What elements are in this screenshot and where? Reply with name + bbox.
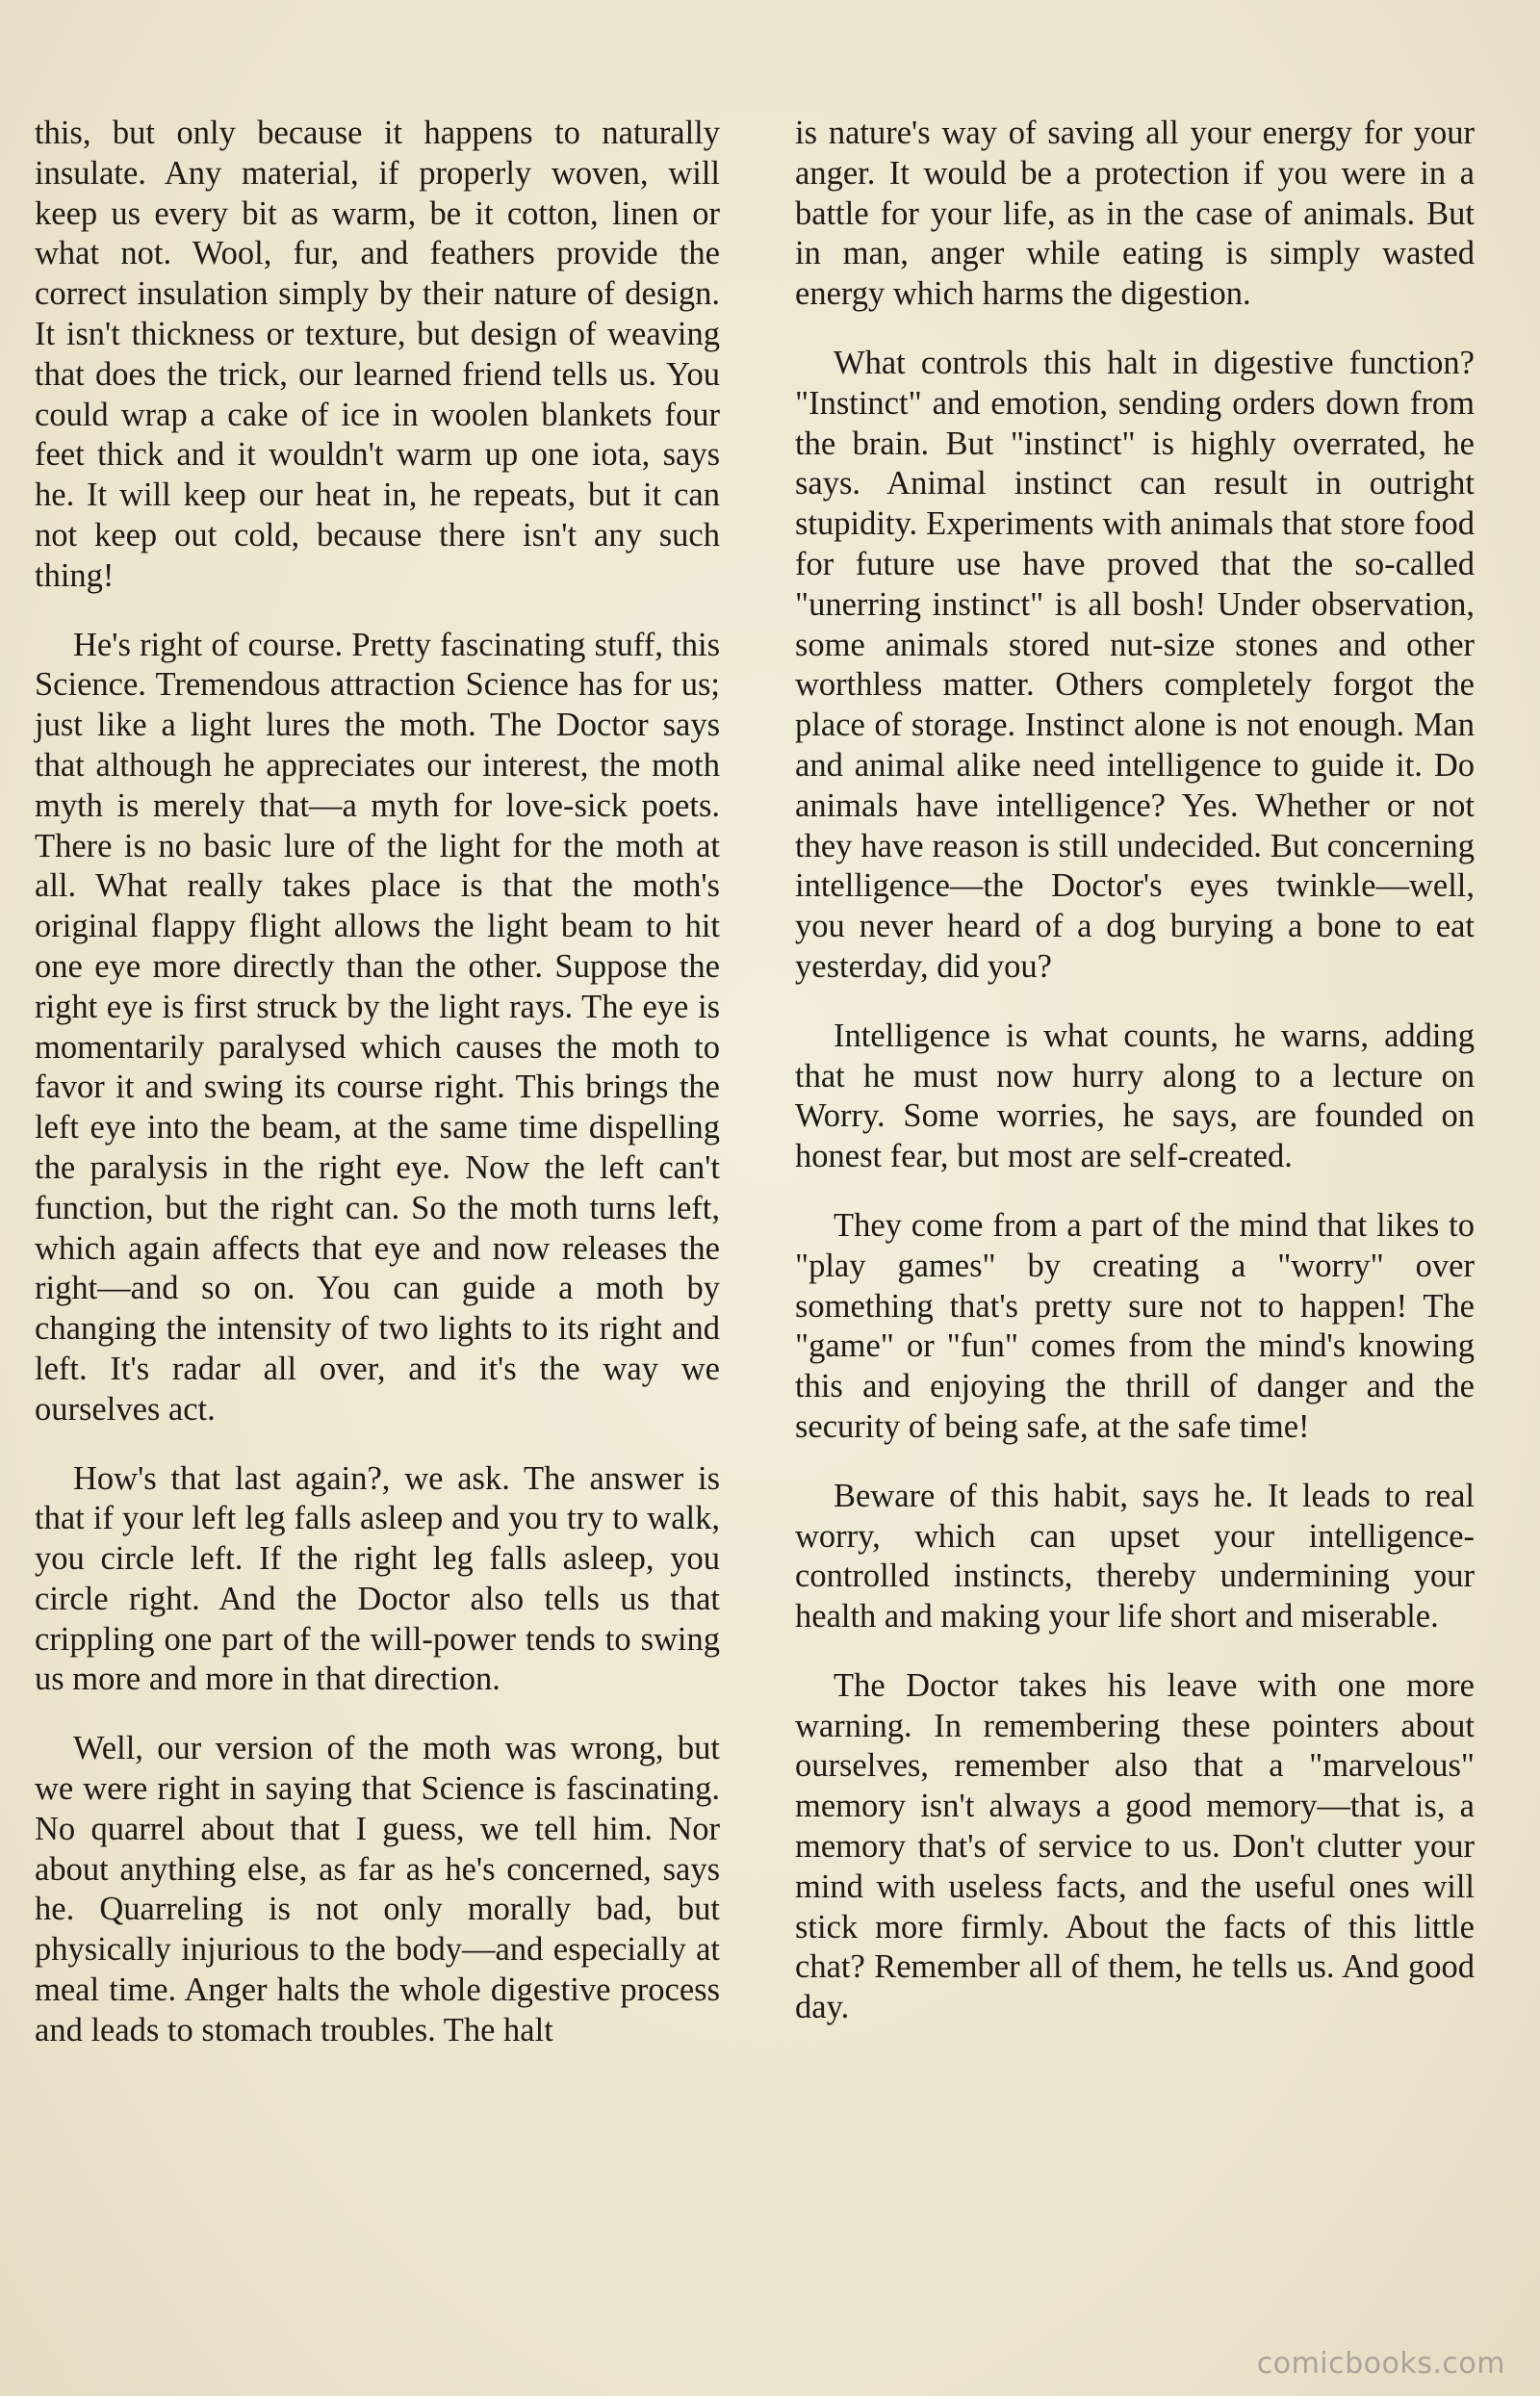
paragraph: What controls this halt in digestive function? "Instinct" and emotion, sending orders down from the brain. But "instinct" is highly overrated, he says. Animal instinct can result in outright stupidity. Experiments with animals that store food for future use have proved that the so-called "unerring instinct" is all bosh! Under observation, some animals stored nut-size stones and other worthless matter. Others completely forgot the place of storage. Instinct alone is not enough. Man and animal alike need intelligence to guide it. Do animals have intelligence? Yes. Whether or not they have reason is still undecided. But concerning intelligence—the Doctor's eyes twinkle—well, you never heard of a dog burying a bone to eat yesterday, did you? xyxy=(795,344,1475,985)
paragraph: The Doctor takes his leave with one more warning. In remembering these pointers about ourselves, remember also that a "marvelous" memory isn't always a good memory—that is, a memory that's of service to us. Don't clutter your mind with useless facts, and the useful ones will stick more firmly. About the facts of this little chat? Remember all of them, he tells us. And good day. xyxy=(795,1666,1475,2026)
paragraph: How's that last again?, we ask. The answer is that if your left leg falls asleep and you try to walk, you circle left. If the right leg falls asleep, you circle right. And the Doctor also tells us that crippling one part of the will-power tends to swing us more and more in that direction. xyxy=(35,1459,720,1698)
paragraph: Well, our version of the moth was wrong, but we were right in saying that Science is fascinating. No quarrel about that I guess, we tell him. Nor about anything else, as far as he's concerned, says he. Quarreling is not only morally bad, but physically injurious to the body—and especially at meal time. Anger halts the whole digestive process and leads to stomach troubles. The halt xyxy=(35,1730,720,2048)
paragraph: this, but only because it happens to naturally insulate. Any material, if properly woven, will keep us every bit as warm, be it cotton, linen or what not. Wool, fur, and feathers provide the correct insulation simply by their nature of design. It isn't thickness or texture, but design of weaving that does the trick, our learned friend tells us. You could wrap a cake of ice in woolen blankets four feet thick and it wouldn't warm up one iota, says he. It will keep our heat in, he repeats, but it can not keep out cold, because there isn't any such thing! xyxy=(35,115,720,594)
left-column xyxy=(35,114,720,2051)
paragraph: is nature's way of saving all your energy for your anger. It would be a protection if you were in a battle for your life, as in the case of animals. But in man, anger while eating is simply wasted energy which harms the digestion. xyxy=(795,115,1475,313)
paragraph: Intelligence is what counts, he warns, adding that he must now hurry along to a lecture on Worry. Some worries, he says, are founded on honest fear, but most are self-created. xyxy=(795,1017,1475,1175)
paragraph: He's right of course. Pretty fascinating stuff, this Science. Tremendous attraction Science has for us; just like a light lures the moth. The Doctor says that although he appreciates our interest, the moth myth is merely that—a myth for love-sick poets. There is no basic lure of the light for the moth at all. What really takes place is that the moth's original flappy flight allows the light beam to hit one eye more directly than the other. Suppose the right eye is first struck by the light rays. The eye is momentarily paralysed which causes the moth to favor it and swing its course right. This brings the left eye into the beam, at the same time dispelling the paralysis in the right eye. Now the left can't function, but the right can. So the moth turns left, which again affects that eye and now releases the right—and so on. You can guide a moth by changing the intensity of two lights to its right and left. It's radar all over, and it's the way we ourselves act. xyxy=(35,626,720,1428)
right-column xyxy=(795,114,1475,2028)
watermark: comicbooks.com xyxy=(1256,2347,1505,2381)
paragraph: Beware of this habit, says he. It leads to real worry, which can upset your intelligence-controlled instincts, thereby undermining your health and making your life short and miserable. xyxy=(795,1477,1475,1636)
paragraph: They come from a part of the mind that likes to "play games" by creating a "worry" over something that's pretty sure not to happen! The "game" or "fun" comes from the mind's knowing this and enjoying the thrill of danger and the security of being safe, at the safe time! xyxy=(795,1206,1475,1445)
